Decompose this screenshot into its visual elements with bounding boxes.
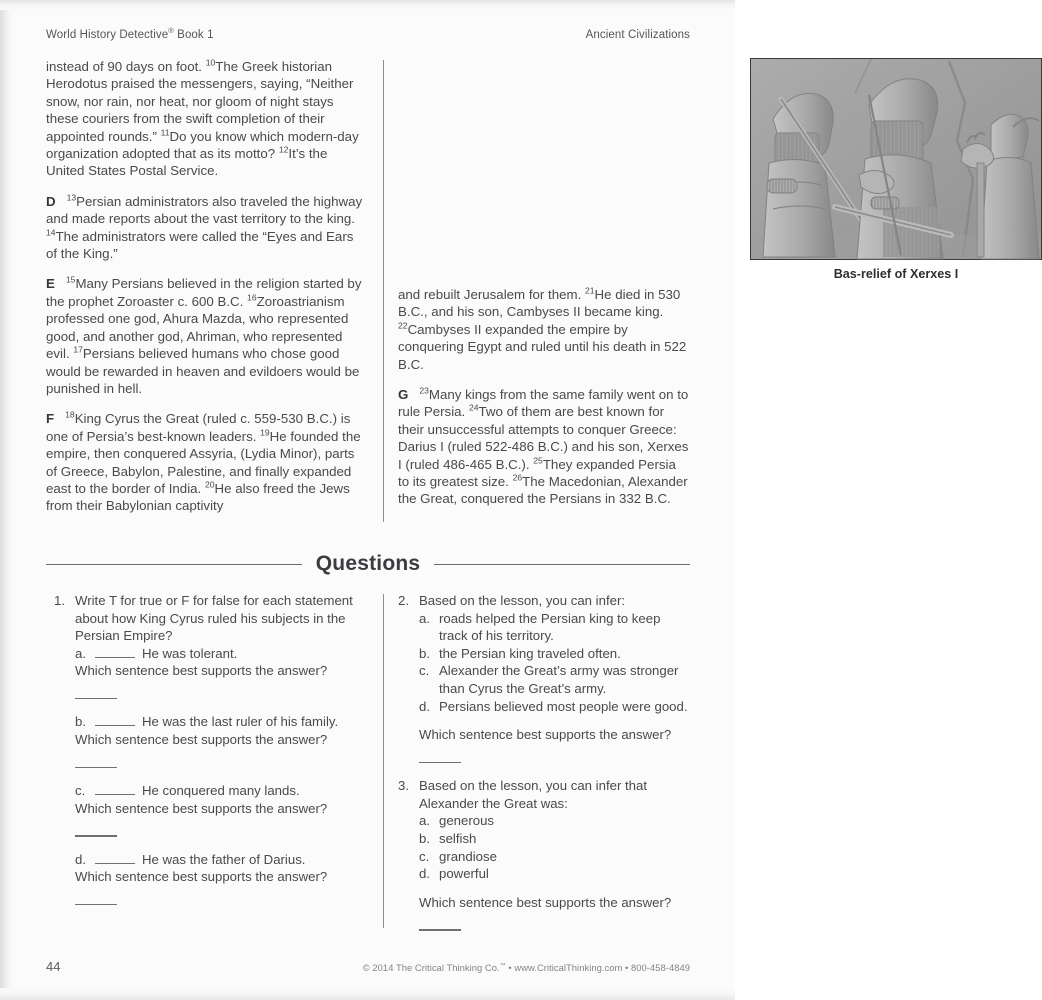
sentence-number: 14 — [46, 227, 56, 238]
credit-prefix: © 2014 The Critical Thinking Co. — [362, 962, 500, 973]
sentence-number: 12 — [278, 144, 289, 155]
true-false-blank[interactable] — [95, 852, 135, 864]
running-head-left — [46, 26, 214, 41]
questions-area — [46, 592, 690, 932]
choice-text: generous — [439, 813, 494, 829]
registered-mark: ® — [168, 26, 174, 35]
lesson-paragraph: instead of 90 days on foot. $^{10}$The Greek historian Herodotus praised the messengers, saying, “Neither snow, nor rain, nor heat, nor gloom of night stays these couriers from the swift completion of their appointed rounds.” $^{11}$Do you know which modern-day organization adopted that as its motto? $^{12}$It’s the United States Postal Service. — [46, 57, 359, 179]
followup-prompt: Which sentence best supports the answer? — [419, 894, 672, 910]
paragraph-label: D — [46, 193, 56, 209]
figure-block — [750, 58, 1042, 281]
followup-prompt: Which sentence best supports the answer? — [75, 800, 328, 816]
bas-relief-image — [750, 58, 1042, 260]
choice-text: Persians believed most people were good. — [439, 698, 688, 714]
scan-edge-top — [0, 0, 735, 10]
choice-option[interactable] — [419, 865, 690, 883]
credit-suffix: • www.CriticalThinking.com • 800-458-4849 — [505, 962, 690, 973]
paragraph-label: G — [398, 387, 409, 403]
choice-option[interactable] — [419, 812, 690, 830]
sentence-number: 15 — [65, 275, 76, 286]
choice-option[interactable] — [419, 698, 690, 716]
lesson-paragraph: and rebuilt Jerusalem for them. $^{21}$He died in 530 B.C., and his son, Cambyses II became king. $^{22}$Cambyses II expanded the empire by conquering Egypt and ruled until his death in 522 B.C. — [398, 285, 687, 372]
subitem-line — [75, 713, 374, 731]
running-head-right: Ancient Civilizations — [585, 28, 690, 41]
sentence-number: 17 — [73, 344, 83, 355]
lesson-paragraph: E $^{15}$Many Persians believed in the religion started by the prophet Zoroaster c. 600 B.C. $^{16}$Zoroastrianism professed one god, Ahura Mazda, who represented good, and another god, Ahriman, who represented evil. $^{17}$Persians believed humans who chose good would be rewarded in heaven and evildoers would be punished in hell. — [46, 275, 362, 396]
sentence-number: 24 — [468, 403, 479, 414]
question-item — [398, 592, 690, 763]
sentence-number: 18 — [65, 409, 75, 420]
book-title: World History Detective — [46, 28, 169, 41]
choice-option[interactable] — [419, 662, 690, 697]
running-head — [46, 26, 690, 41]
choice-text: roads helped the Persian king to keep track of his territory. — [439, 610, 661, 644]
followup-spacer — [419, 883, 690, 894]
choice-text: powerful — [439, 866, 489, 882]
lesson-paragraph: D $^{13}$Persian administrators also traveled the highway and made reports about the vast territory to the king. $^{14}$The administrators were called the “Eyes and Ears of the King.” — [46, 192, 363, 262]
subitem-line — [75, 782, 374, 800]
choice-text: the Persian king traveled often. — [439, 645, 621, 661]
followup-prompt: Which sentence best supports the answer? — [75, 731, 328, 747]
book-number: Book 1 — [173, 28, 214, 41]
choice-marker: d. — [419, 866, 430, 882]
questions-column-left — [54, 592, 374, 922]
true-false-blank[interactable] — [95, 646, 135, 658]
subitem-marker: b. — [75, 714, 86, 730]
questions-title: Questions — [315, 552, 421, 575]
sentence-number: 10 — [205, 57, 216, 68]
followup-spacer — [419, 715, 690, 726]
choice-option[interactable] — [419, 830, 690, 848]
choice-text: Alexander the Great’s army was stronger than Cyrus the Great’s army. — [439, 663, 679, 696]
answer-blank[interactable] — [419, 929, 461, 930]
scan-edge-left — [0, 0, 14, 1000]
choice-marker: b. — [419, 830, 430, 846]
copyright-credit — [363, 962, 690, 973]
choice-marker: a. — [419, 813, 430, 829]
choice-marker: a. — [419, 610, 430, 626]
true-false-subitem — [75, 851, 374, 906]
subitem-text: He was the father of Darius. — [95, 851, 374, 869]
true-false-subitem — [75, 713, 374, 779]
question-stem: Based on the lesson, you can infer: — [419, 593, 626, 608]
choice-option[interactable] — [419, 848, 690, 866]
sentence-number: 13 — [66, 192, 77, 203]
sentence-number: 21 — [584, 285, 595, 296]
figure-caption: Bas-relief of Xerxes I — [833, 267, 959, 281]
question-number: 3. — [398, 778, 409, 794]
column-divider — [383, 60, 384, 522]
question-stem: Based on the lesson, you can infer that Alexander the Great was: — [419, 778, 647, 811]
sentence-number: 20 — [204, 479, 215, 490]
followup-prompt: Which sentence best supports the answer? — [75, 869, 328, 885]
paragraph-label: E — [46, 276, 55, 292]
followup-prompt: Which sentence best supports the answer? — [75, 663, 328, 679]
subitem-text: He was the last ruler of his family. — [95, 713, 374, 731]
choice-marker: d. — [419, 698, 430, 714]
choice-marker: c. — [419, 848, 430, 864]
subitem-marker: c. — [75, 782, 86, 798]
true-false-blank[interactable] — [95, 714, 135, 726]
true-false-subitem — [75, 645, 374, 711]
choice-option[interactable] — [419, 610, 690, 645]
subitem-marker: a. — [75, 645, 86, 661]
question-item — [54, 592, 374, 908]
question-body — [419, 777, 690, 931]
question-body — [419, 592, 690, 763]
choice-text: selfish — [439, 830, 477, 846]
sentence-number: 11 — [160, 127, 170, 138]
lesson-paragraph: F $^{18}$King Cyrus the Great (ruled c. 559-530 B.C.) is one of Persia’s best-known leaders. $^{19}$He founded the empire, then conquered Assyria, (Lydia Minor), parts of Greece, Babylon, Palestine, and finally expanded east to the border of India. $^{20}$He also freed the Jews from their Babylonian captivity — [46, 409, 361, 514]
choice-option[interactable] — [419, 645, 690, 663]
sentence-number: 25 — [533, 455, 543, 466]
followup-prompt: Which sentence best supports the answer? — [419, 727, 672, 743]
answer-blank[interactable] — [419, 762, 461, 763]
sentence-number: 26 — [512, 472, 523, 483]
question-item — [398, 777, 690, 931]
subitem-spacer — [75, 837, 374, 848]
subitem-spacer — [75, 768, 374, 779]
paragraph-label: F — [46, 411, 55, 427]
lesson-right-text — [398, 286, 690, 508]
lesson-body — [46, 57, 959, 526]
subitem-spacer — [75, 699, 374, 710]
choice-text: grandiose — [439, 848, 497, 864]
choice-marker: b. — [419, 645, 430, 661]
figure-spacer — [398, 58, 690, 286]
sentence-number: 19 — [260, 427, 270, 438]
questions-column-divider — [383, 594, 384, 928]
choice-list — [419, 812, 690, 882]
sentence-number: 23 — [419, 385, 429, 396]
page-number: 44 — [46, 959, 61, 974]
lesson-column-left — [46, 58, 364, 515]
question-number: 1. — [54, 593, 65, 608]
bas-relief-illustration — [751, 59, 1041, 259]
subitem-line — [75, 851, 374, 869]
subitem-text: He conquered many lands. — [95, 782, 374, 800]
true-false-subitem — [75, 782, 374, 848]
question-stem: Write T for true or F for false for each statement about how King Cyrus ruled his subjects in the Persian Empire? — [75, 593, 353, 644]
lesson-paragraph: G $^{23}$Many kings from the same family went on to rule Persia. $^{24}$Two of them are best known for their unsuccessful attempts to conquer Greece: Darius I (ruled 522-486 B.C.) and his son, Xerxes I (ruled 486-465 B.C.). $^{25}$They expanded Persia to its greatest size. $^{26}$The Macedonian, Alexander the Great, conquered the Persians in 332 B.C. — [398, 385, 689, 507]
answer-blank[interactable] — [75, 904, 117, 905]
scan-edge-bottom — [0, 988, 735, 1000]
questions-column-right — [398, 592, 690, 945]
choice-list — [419, 610, 690, 716]
trademark-mark: ™ — [499, 962, 506, 969]
subitem-text: He was tolerant. — [95, 645, 374, 663]
heading-rule-left — [46, 564, 302, 565]
lesson-column-right — [398, 58, 959, 508]
questions-heading — [46, 552, 690, 576]
true-false-blank[interactable] — [95, 783, 135, 795]
choice-marker: c. — [419, 663, 430, 679]
subitem-line — [75, 645, 374, 663]
sentence-number: 16 — [247, 292, 257, 303]
question-number: 2. — [398, 593, 409, 608]
heading-rule-right — [434, 564, 690, 565]
page-footer — [46, 959, 690, 974]
sentence-number: 22 — [398, 320, 408, 331]
question-body — [75, 592, 374, 908]
subitem-marker: d. — [75, 851, 86, 867]
